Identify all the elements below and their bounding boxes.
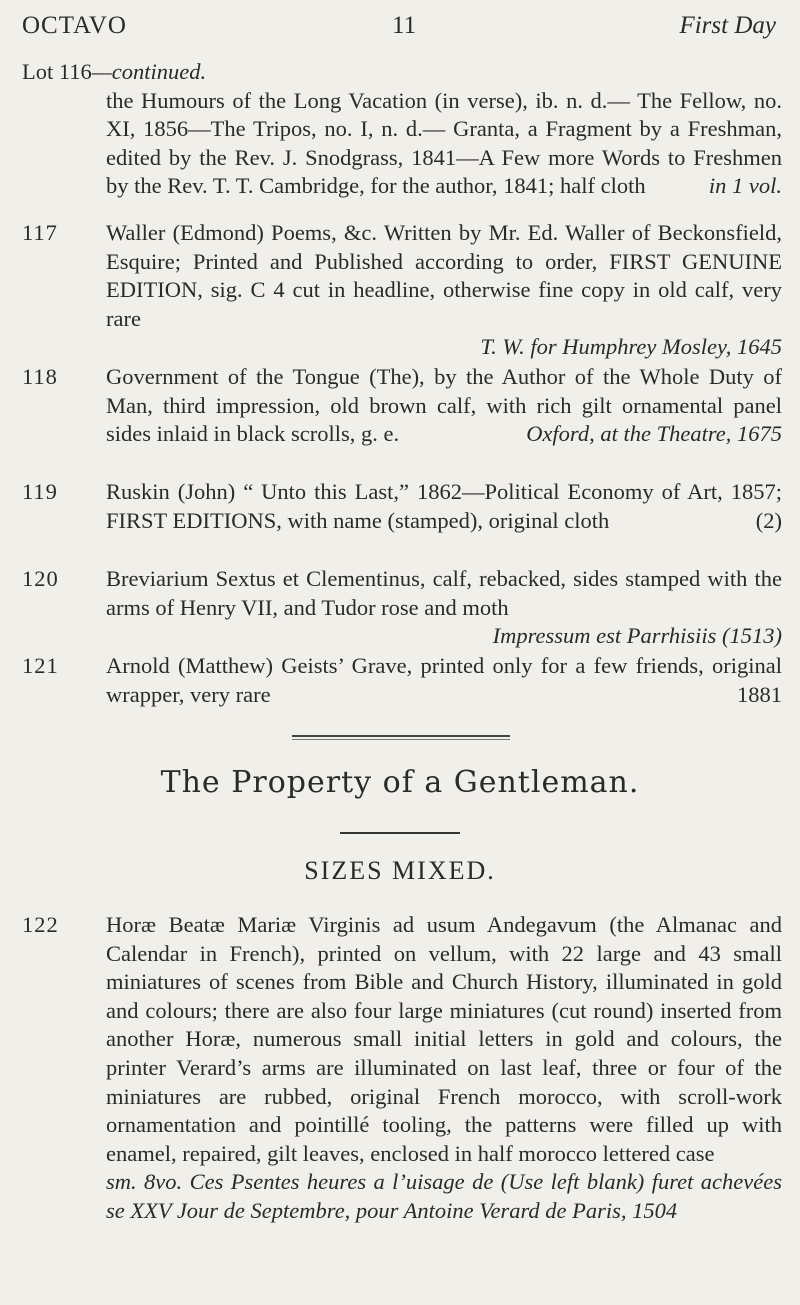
lot-description: Arnold (Matthew) Geists’ Grave, printed only for a few friends, original wrapper, very rare 1881	[106, 652, 782, 709]
lot-118-entry	[22, 363, 782, 449]
lot-120-entry	[22, 565, 782, 651]
lot-description: Horæ Beatæ Mariæ Virginis ad usum Andegavum (the Almanac and Calendar in French), printed on vellum, with 22 large and 43 small miniatures of scenes from Bible and Church History, illuminated in gold and colours; there are also four large miniatures (cut round) inserted from another Horæ, numerous small initial letters in gold and colours, the printer Verard’s arms are illuminated on last leaf, three or four of the miniatures are rubbed, original French morocco, with scroll-work ornamentation and pointillé tooling, the patterns were filled up with enamel, repaired, gilt leaves, enclosed in half morocco lettered case sm. 8vo. Ces Psentes heures a l’uisage de (Use left blank) furet achevées se XXV Jour de Septembre, pour Antoine Verard de Paris, 1504	[106, 911, 782, 1226]
lot-imprint: (2)	[755, 507, 782, 533]
lot-116-description: the Humours of the Long Vacation (in verse), ib. n. d.— The Fellow, no. XI, 1856—The Tripos, no. I, n. d.— Granta, a Fragment by a Freshman, edited by the Rev. J. Snodgrass, 1841—A Few more Words to Freshmen by the Rev. T. T. Cambridge, for the author, 1841; half cloth in 1 vol.	[106, 87, 782, 201]
lot-number: 118	[22, 364, 58, 389]
lot-number: 117	[22, 220, 58, 245]
lot-imprint: Impressum est Parrhisiis (1513)	[492, 623, 782, 649]
lot-number: 120	[22, 566, 59, 591]
lot-121-entry	[22, 652, 782, 709]
section-divider-thin	[292, 739, 510, 740]
lot-122-entry	[22, 911, 782, 1226]
lot-119-entry	[22, 478, 782, 535]
page-header	[22, 12, 776, 46]
lot-colophon: sm. 8vo. Ces Psentes heures a l’uisage de (Use left blank) furet achevées se XXV Jour de Septembre, pour Antoine Verard de Paris, 1504	[106, 1169, 782, 1223]
header-page-number: 11	[392, 12, 417, 39]
section-subtitle: SIZES MIXED.	[304, 856, 496, 885]
header-sale-day: First Day	[679, 12, 776, 39]
title-underline	[340, 832, 460, 834]
lot-116-number: Lot 116	[22, 59, 92, 84]
lot-description: Breviarium Sextus et Clementinus, calf, rebacked, sides stamped with the arms of Henry VII, and Tudor rose and moth Impressum est Parrhisiis (1513)	[106, 565, 782, 622]
lot-number: 119	[22, 479, 58, 504]
section-divider	[292, 735, 510, 737]
header-format: OCTAVO	[22, 12, 127, 39]
lot-116-entry	[22, 58, 782, 201]
lot-116-continued: —continued.	[91, 59, 207, 84]
lot-imprint: T. W. for Humphrey Mosley, 1645	[480, 334, 782, 360]
lot-description: Ruskin (John) “ Unto this Last,” 1862—Political Economy of Art, 1857; FIRST EDITIONS, with name (stamped), original cloth (2)	[106, 478, 782, 535]
lot-imprint: Oxford, at the Theatre, 1675	[526, 421, 782, 447]
lot-number: 122	[22, 912, 59, 937]
lot-116-tail: in 1 vol.	[708, 173, 782, 199]
lot-number: 121	[22, 653, 59, 678]
lot-description: Government of the Tongue (The), by the Author of the Whole Duty of Man, third impression, old brown calf, with rich gilt ornamental panel sides inlaid in black scrolls, g. e. Oxford, at the Theatre, 1675	[106, 363, 782, 449]
lot-117-entry	[22, 219, 782, 362]
section-title: The Property of a Gentleman.	[160, 765, 640, 800]
lot-imprint: 1881	[737, 681, 782, 707]
lot-description: Waller (Edmond) Poems, &c. Written by Mr. Ed. Waller of Beckonsfield, Esquire; Printed and Published according to order, FIRST GENUINE EDITION, sig. C 4 cut in headline, otherwise fine copy in old calf, very rare T. W. for Humphrey Mosley, 1645	[106, 219, 782, 362]
